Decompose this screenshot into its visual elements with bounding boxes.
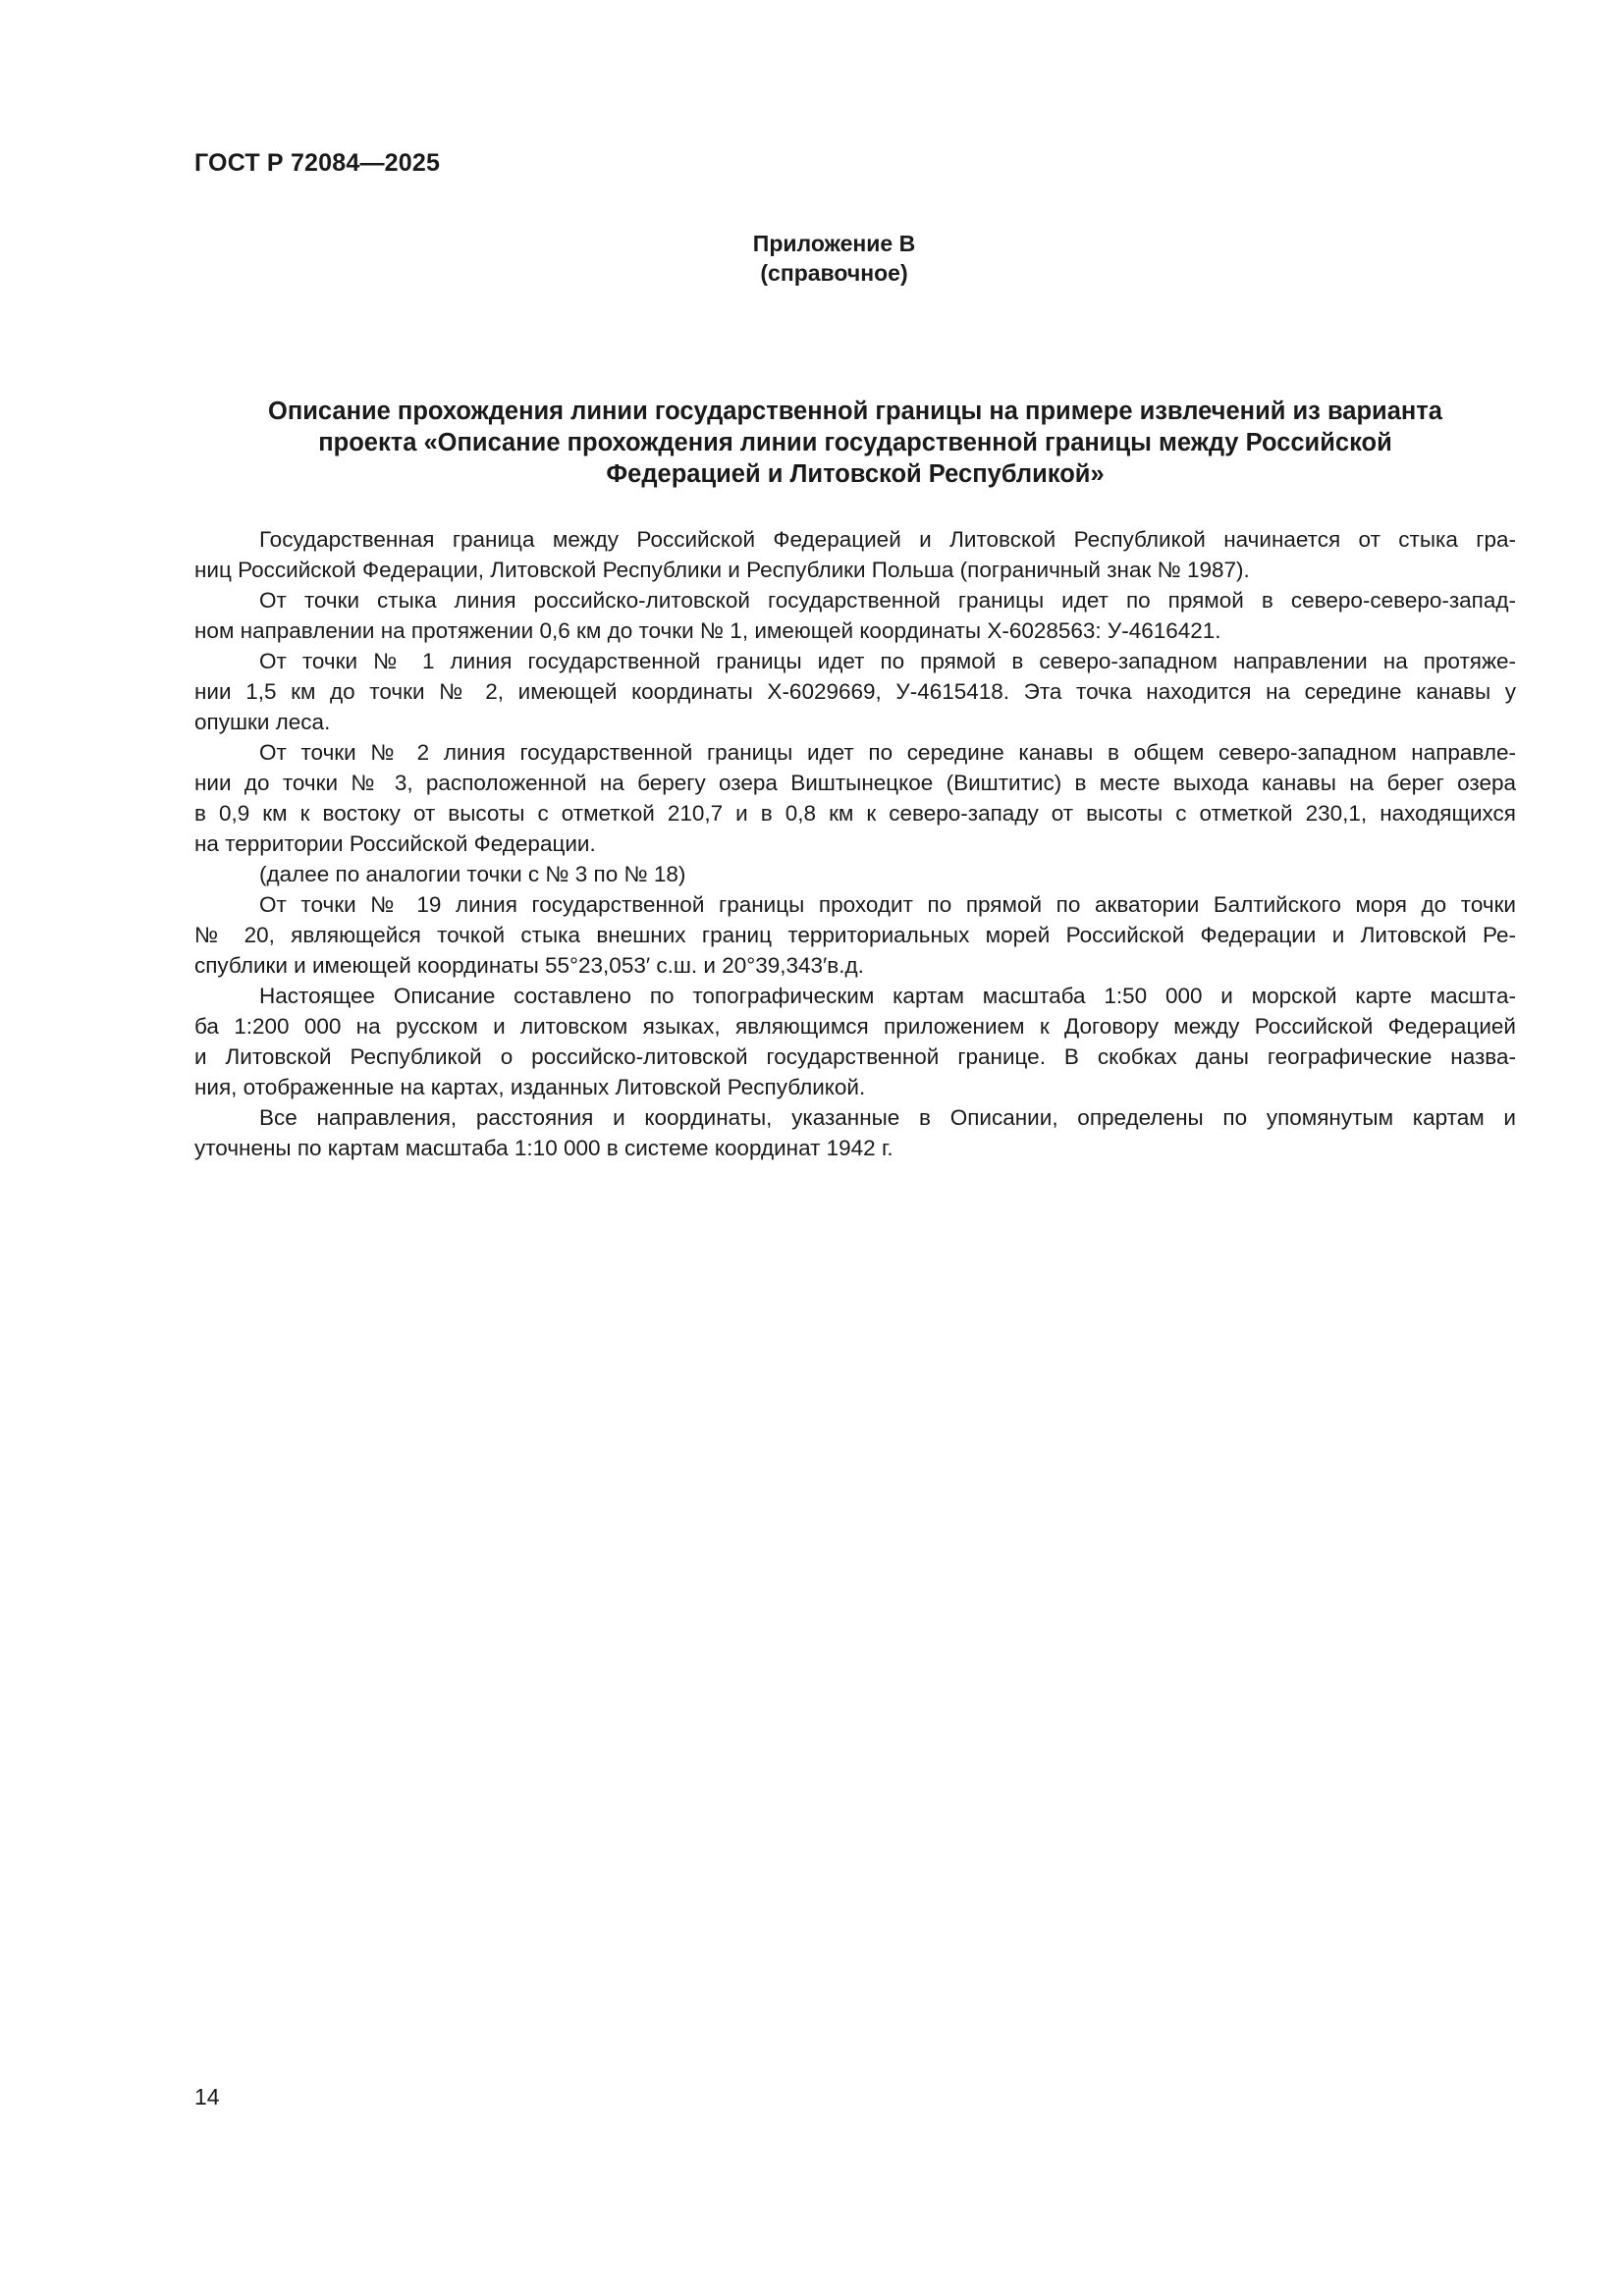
body-line: Все направления, расстояния и координаты, указанные в Описании, определены по упомянутым картам и <box>259 1105 1516 1130</box>
appendix-label: Приложение В <box>752 231 916 256</box>
body-line: (далее по аналогии точки с № 3 по № 18) <box>259 862 686 886</box>
body-line: ном направлении на протяжении 0,6 км до точки № 1, имеющей координаты Х-6028563: У-4616421. <box>194 618 1221 643</box>
body-line: № 20, являющейся точкой стыка внешних границ территориальных морей Российской Федерации и Литовской Ре- <box>194 923 1516 947</box>
body-line: в 0,9 км к востоку от высоты с отметкой 210,7 и в 0,8 км к северо-западу от высоты с отметкой 230,1, находящихся <box>194 801 1516 826</box>
title-line: Описание прохождения линии государственной границы на примере извлечений из варианта <box>268 398 1442 425</box>
body-line: Настоящее Описание составлено по топографическим картам масштаба 1:50 000 и морской карте масшта- <box>259 984 1516 1008</box>
body-line: От точки № 19 линия государственной границы проходит по прямой по акватории Балтийского моря до точки <box>259 892 1516 917</box>
body-line: нии 1,5 км до точки № 2, имеющей координаты Х-6029669, У-4615418. Эта точка находится на середине канавы у <box>194 679 1516 704</box>
body-line: От точки № 2 линия государственной границы идет по середине канавы в общем северо-западном направле- <box>259 740 1516 765</box>
appendix-heading <box>0 229 1624 288</box>
body-line: ниц Российской Федерации, Литовской Республики и Республики Польша (пограничный знак № 1987). <box>194 558 1250 582</box>
body-line: ния, отображенные на картах, изданных Литовской Республикой. <box>194 1075 866 1099</box>
body-line: От точки стыка линия российско-литовской государственной границы идет по прямой в северо-северо-запад- <box>259 588 1516 613</box>
body-line: Государственная граница между Российской Федерацией и Литовской Республикой начинается от стыка гра- <box>259 527 1516 552</box>
body-line: опушки леса. <box>194 710 331 734</box>
body-line: От точки № 1 линия государственной границы идет по прямой в северо-западном направлении на протяже- <box>259 649 1516 673</box>
document-header: ГОСТ Р 72084—2025 <box>194 149 441 177</box>
body-line: уточнены по картам масштаба 1:10 000 в системе координат 1942 г. <box>194 1136 893 1160</box>
section-title <box>194 396 1516 490</box>
appendix-kind: (справочное) <box>760 260 908 286</box>
body-line: и Литовской Республикой о российско-литовской государственной границе. В скобках даны географические назва- <box>194 1044 1516 1069</box>
body-line: спублики и имеющей координаты 55°23,053′ с.ш. и 20°39,343′в.д. <box>194 953 864 978</box>
title-line: проекта «Описание прохождения линии государственной границы между Российской <box>318 429 1392 456</box>
page-number: 14 <box>194 2084 220 2109</box>
body-line: нии до точки № 3, расположенной на берегу озера Виштынецкое (Виштитис) в месте выхода канавы на берег озера <box>194 771 1516 795</box>
title-line: Федерацией и Литовской Республикой» <box>606 460 1105 488</box>
body-text <box>194 524 1516 1163</box>
body-line: ба 1:200 000 на русском и литовском языках, являющимся приложением к Договору между Российской Федерацией <box>194 1014 1516 1039</box>
body-line: на территории Российской Федерации. <box>194 831 596 856</box>
